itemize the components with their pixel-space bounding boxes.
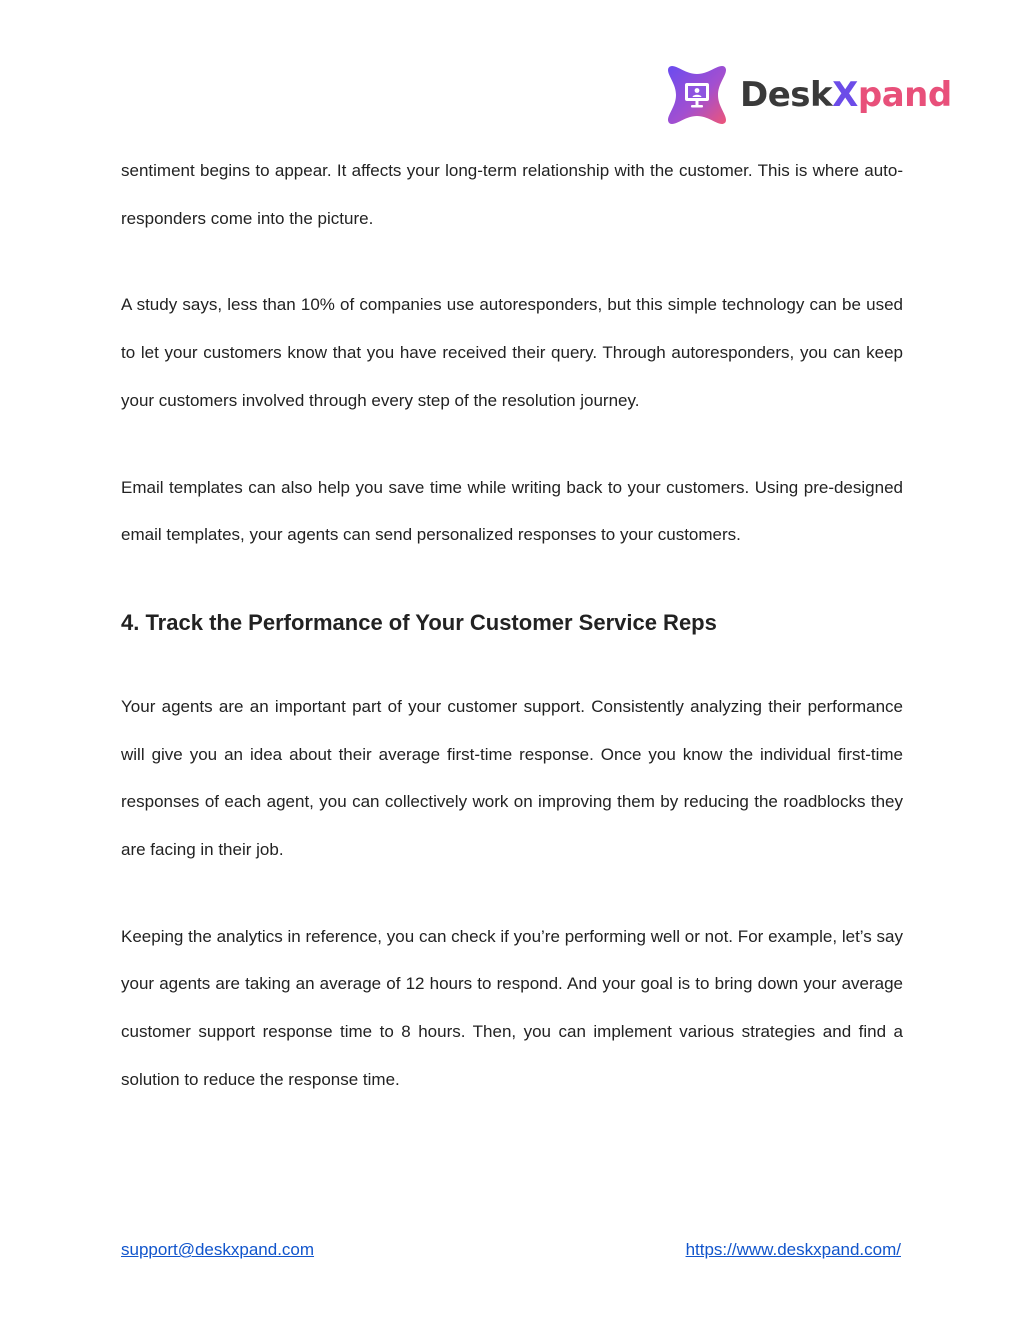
desktop-monitor-icon <box>664 62 730 128</box>
paragraph-agent-performance: Your agents are an important part of your customer support. Consistently analyzing their performance will give you an idea about their average first-time response. Once you know the individual first-time responses of each agent, you can collectively work on improving them by reducing the roadblocks they are facing in their job. <box>121 696 903 860</box>
brand-wordmark-desk: Desk <box>740 75 833 115</box>
section-heading: 4. Track the Performance of Your Customer Service Reps <box>121 609 717 635</box>
brand-wordmark <box>740 75 952 115</box>
paragraph-analytics-example: Keeping the analytics in reference, you can check if you’re performing well or not. For example, let’s say your agents are taking an average of 12 hours to respond. And your goal is to bring down your average customer support response time to 8 hours. Then, you can implement various strategies and find a solution to reduce the response time. <box>121 926 903 1089</box>
brand-wordmark-x: X <box>832 75 858 115</box>
website-link[interactable]: https://www.deskxpand.com/ <box>685 1240 901 1259</box>
paragraph-autoresponder-study: A study says, less than 10% of companies use autoresponders, but this simple technology can be used to let your customers know that you have received their query. Through autoresponders, you can keep your customers involved through every step of the resolution journey. <box>121 295 903 410</box>
document-body <box>121 147 903 1104</box>
brand-logo <box>664 60 952 130</box>
paragraph-autoresponder-intro: sentiment begins to appear. It affects your long-term relationship with the customer. This is where auto-responders come into the picture. <box>121 161 903 228</box>
support-email-link[interactable]: support@deskxpand.com <box>121 1240 315 1259</box>
paragraph-email-templates: Email templates can also help you save time while writing back to your customers. Using pre-designed email templates, your agents can send personalized responses to your customers. <box>121 477 903 545</box>
brand-wordmark-pand: pand <box>857 75 952 115</box>
